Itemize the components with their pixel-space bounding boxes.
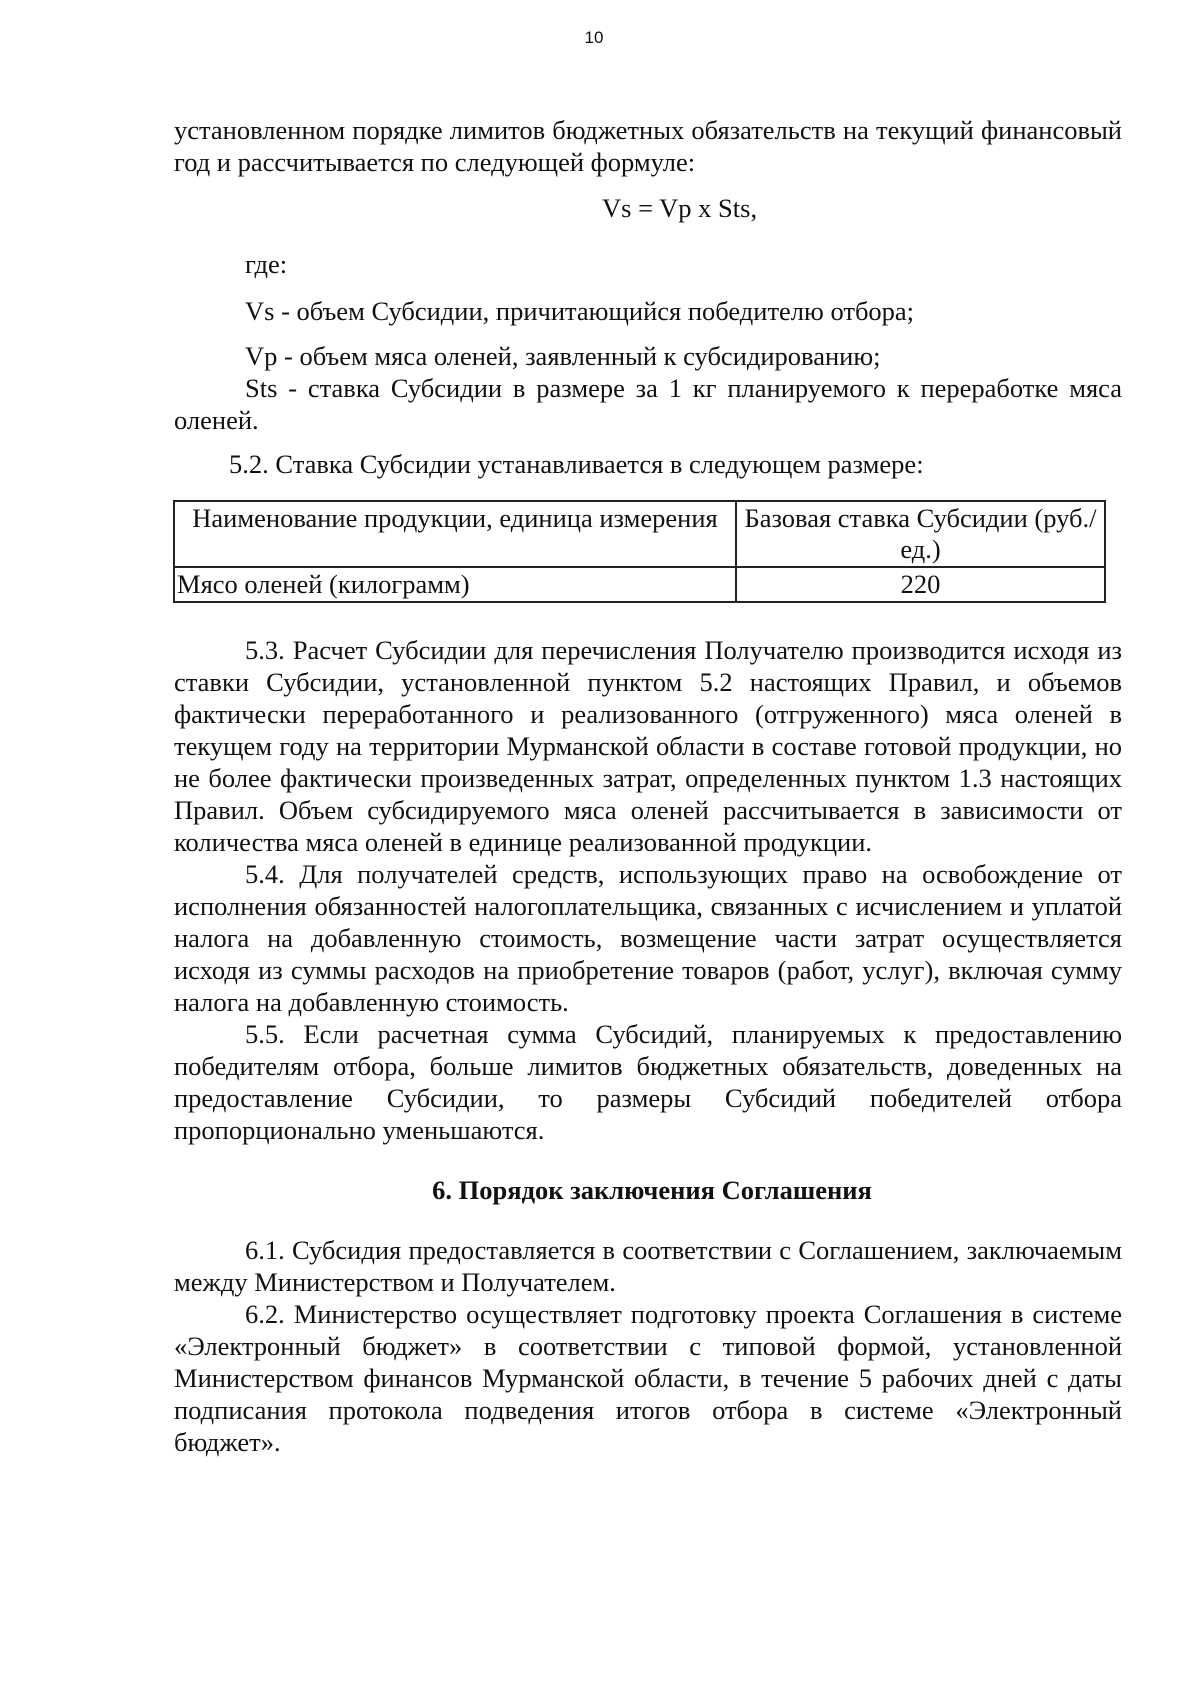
rate-table: [173, 500, 1106, 603]
intro-paragraph: установленном порядке лимитов бюджетных обязательств на текущий финансовый год и рассчитывается по следующей формуле:: [174, 115, 1122, 177]
clause-6-1: 6.1. Субсидия предоставляется в соответствии с Соглашением, заключаемым между Министерством и Получателем.: [174, 1235, 1122, 1297]
clause-5-3: 5.3. Расчет Субсидии для перечисления Получателю производится исходя из ставки Субсидии, установленной пунктом 5.2 настоящих Правил, и объемов фактически переработанного и реализованного (отгруженного) мяса оленей в текущем году на территории Мурманской области в составе готовой продукции, но не более фактически произведенных затрат, определенных пунктом 1.3 настоящих Правил. Объем субсидируемого мяса оленей рассчитывается в зависимости от количества мяса оленей в единице реализованной продукции.: [174, 635, 1122, 857]
clause-6-2: 6.2. Министерство осуществляет подготовку проекта Соглашения в системе «Электронный бюджет» в соответствии с типовой формой, установленной Министерством финансов Мурманской области, в течение 5 рабочих дней с даты подписания протокола подведения итогов отбора в системе «Электронный бюджет».: [174, 1299, 1122, 1457]
definition-sts: Sts - ставка Субсидии в размере за 1 кг планируемого к переработке мяса оленей.: [174, 373, 1122, 435]
table-row: [174, 567, 1105, 602]
where-label: где:: [245, 249, 288, 279]
table-header-rate: Базовая ставка Субсидии (руб./ед.): [736, 501, 1105, 567]
table-cell-rate: 220: [736, 567, 1105, 602]
definition-vs: Vs - объем Субсидии, причитающийся победителю отбора;: [245, 296, 915, 326]
clause-5-5: 5.5. Если расчетная сумма Субсидий, планируемых к предоставлению победителям отбора, больше лимитов бюджетных обязательств, доведенных на предоставление Субсидии, то размеры Субсидий победителей отбора пропорционально уменьшаются.: [174, 1019, 1122, 1145]
table-cell-product: Мясо оленей (килограмм): [174, 567, 736, 602]
document-body: [174, 114, 1122, 1458]
clause-5-2: 5.2. Ставка Субсидии устанавливается в следующем размере:: [229, 449, 924, 479]
section-6-heading: 6. Порядок заключения Соглашения: [432, 1175, 872, 1205]
definition-vp: Vp - объем мяса оленей, заявленный к субсидированию;: [245, 341, 881, 371]
formula: Vs = Vp x Sts,: [602, 193, 758, 223]
table-header-row: [174, 501, 1105, 567]
clause-5-4: 5.4. Для получателей средств, использующих право на освобождение от исполнения обязанностей налогоплательщика, связанных с исчислением и уплатой налога на добавленную стоимость, возмещение части затрат осуществляется исходя из суммы расходов на приобретение товаров (работ, услуг), включая сумму налога на добавленную стоимость.: [174, 859, 1122, 1017]
table-header-product: Наименование продукции, единица измерения: [174, 501, 736, 567]
page-number: 10: [584, 28, 604, 47]
